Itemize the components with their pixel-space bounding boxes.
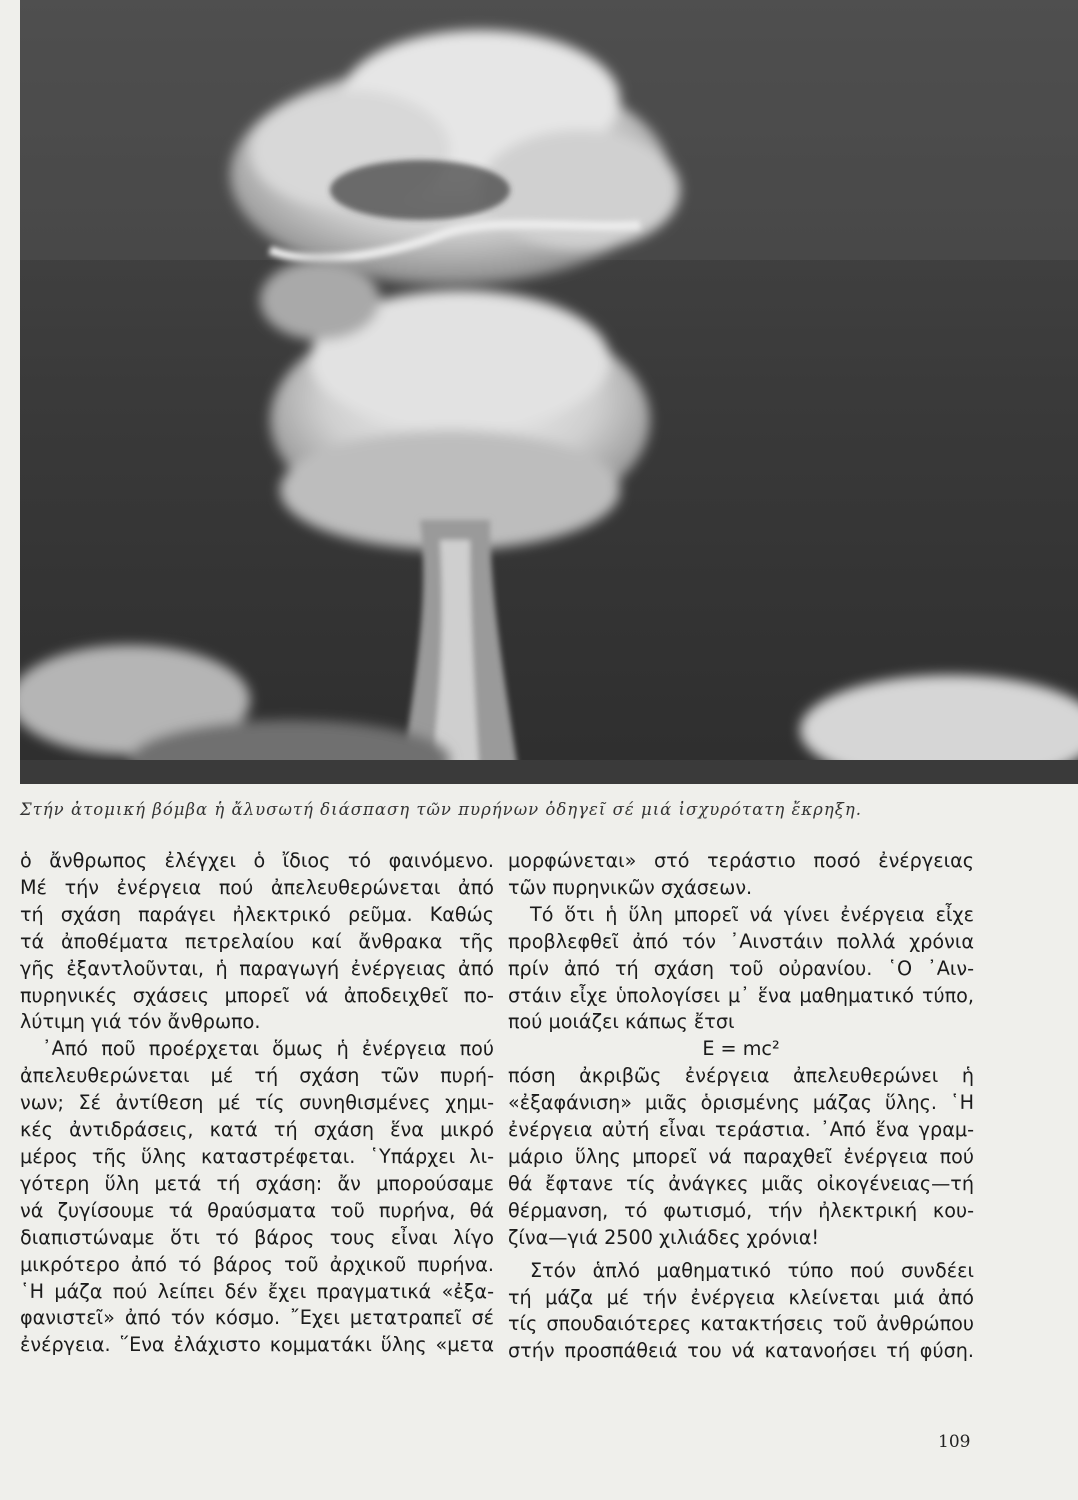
text-line: τά ἀποθέματα πετρελαίου καί ἄνθρακα τῆς bbox=[20, 929, 494, 953]
text-line: τίς σπουδαιότερες κατακτήσεις τοῦ ἀνθρώπου bbox=[508, 1312, 974, 1336]
text-line: μέρος τῆς ὕλης καταστρέφεται. ῾Υπάρχει λι- bbox=[20, 1144, 494, 1168]
text-line: Μέ τήν ἐνέργεια πού ἀπελευθερώνεται ἀπό bbox=[20, 875, 494, 899]
paragraph bbox=[508, 1258, 974, 1366]
page-number: 109 bbox=[938, 1432, 971, 1452]
text-line: γότερη ὕλη μετά τή σχάση: ἄν μπορούσαμε bbox=[20, 1171, 494, 1195]
paragraph bbox=[20, 848, 494, 1036]
text-line: πρίν ἀπό τή σχάση τοῦ οὐρανίου. ῾Ο ᾿Αιν- bbox=[508, 956, 974, 980]
text-line: νων; Σέ ἀντίθεση μέ τίς συνηθισμένες χημι- bbox=[20, 1091, 494, 1115]
text-line: ᾿Από ποῦ προέρχεται ὅμως ἡ ἐνέργεια πού bbox=[42, 1037, 494, 1061]
text-line: Τό ὅτι ἡ ὕλη μπορεῖ νά γίνει ἐνέργεια εἶχε bbox=[530, 902, 974, 926]
text-line: μικρότερο ἀπό τό βάρος τοῦ ἀρχικοῦ πυρήνα. bbox=[20, 1252, 494, 1276]
text-line: πού μοιάζει κάπως ἔτσι bbox=[508, 1010, 735, 1034]
text-line: στάιν εἶχε ὑπολογίσει μ᾿ ἕνα μαθηματικό τύπο, bbox=[508, 983, 974, 1007]
text-line: θέρμανση, τό φωτισμό, τήν ἠλεκτρική κου- bbox=[508, 1198, 974, 1222]
text-line: ἐνέργεια. ῞Ενα ἐλάχιστο κομματάκι ὕλης «μετα bbox=[20, 1333, 494, 1357]
text-line: θά ἔφτανε τίς ἀνάγκες μιᾶς οἰκογένειας—τή bbox=[508, 1171, 974, 1195]
text-line: τή σχάση παράγει ἠλεκτρικό ρεῦμα. Καθώς bbox=[20, 902, 494, 926]
photo-caption: Στήν ἀτομική βόμβα ἡ ἄλυσωτή διάσπαση τῶν πυρήνων ὁδηγεῖ σέ μιά ἰσχυρότατη ἔκρηξη. bbox=[20, 800, 862, 819]
text-line: Στόν ἁπλό μαθηματικό τύπο πού συνδέει bbox=[530, 1258, 974, 1282]
text-line: διαπιστώναμε ὅτι τό βάρος τους εἶναι λίγο bbox=[20, 1225, 494, 1249]
text-line: στήν προσπάθειά του νά κατανοήσει τή φύση. bbox=[508, 1339, 974, 1363]
text-line: πόση ἀκριβῶς ἐνέργεια ἀπελευθερώνει ἡ bbox=[508, 1064, 974, 1088]
text-line: μορφώνεται» στό τεράστιο ποσό ἐνέργειας bbox=[508, 849, 974, 872]
text-line: «ἐξαφάνιση» μιᾶς ὁρισμένης μάζας ὕλης. ῾Η bbox=[508, 1091, 974, 1115]
text-line: λύτιμη γιά τόν ἄνθρωπο. bbox=[20, 1010, 261, 1034]
paragraph bbox=[508, 848, 974, 902]
text-line: μάριο ὕλης μπορεῖ νά παραχθεῖ ἐνέργεια πού bbox=[508, 1144, 974, 1168]
text-line: νά ζυγίσουμε τά θραύσματα τοῦ πυρήνα, θά bbox=[20, 1198, 494, 1222]
text-line: ἀπελευθερώνεται μέ τή σχάση τῶν πυρή- bbox=[20, 1064, 494, 1088]
right-text-column bbox=[508, 848, 974, 1365]
text-line: κές ἀντιδράσεις, κατά τή σχάση ἕνα μικρό bbox=[20, 1118, 494, 1142]
text-line: προβλεφθεῖ ἀπό τόν ᾿Αινστάιν πολλά χρόνια bbox=[508, 929, 974, 953]
equation: E = mc² bbox=[702, 1037, 780, 1061]
text-line: πυρηνικές σχάσεις μπορεῖ νά ἀποδειχθεῖ πο- bbox=[20, 983, 494, 1007]
mushroom-cloud-photo bbox=[20, 0, 1078, 784]
text-line: ὁ ἄνθρωπος ἐλέγχει ὁ ἴδιος τό φαινόμενο. bbox=[20, 849, 494, 872]
left-text-column bbox=[20, 848, 494, 1359]
text-line: ζίνα—γιά 2500 χιλιάδες χρόνια! bbox=[508, 1225, 820, 1249]
text-line: φανιστεῖ» ἀπό τόν κόσμο. ῎Εχει μετατραπεῖ σέ bbox=[20, 1306, 494, 1330]
text-line: γῆς ἐξαντλοῦνται, ἡ παραγωγή ἐνέργειας ἀπό bbox=[20, 956, 494, 980]
paragraph bbox=[508, 902, 974, 1252]
text-line: τή μάζα μέ τήν ἐνέργεια κλείνεται μιά ἀπό bbox=[508, 1285, 974, 1309]
text-line: τῶν πυρηνικῶν σχάσεων. bbox=[508, 875, 753, 899]
explosion-illustration bbox=[20, 0, 1078, 784]
text-line: ἐνέργεια αὐτή εἶναι τεράστια. ᾿Από ἕνα γραμ- bbox=[508, 1118, 974, 1142]
text-line: ῾Η μάζα πού λείπει δέν ἔχει πραγματικά «ἐξα- bbox=[20, 1279, 494, 1303]
paragraph bbox=[20, 1036, 494, 1359]
